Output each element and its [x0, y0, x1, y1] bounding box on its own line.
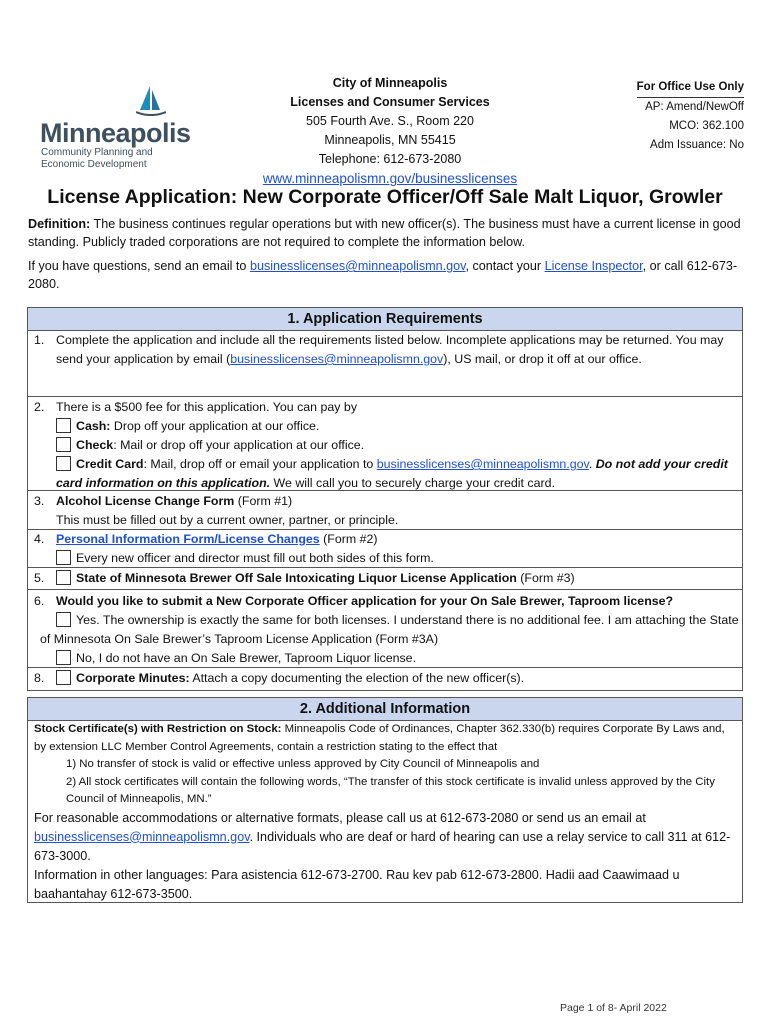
address-line-2: Minneapolis, MN 55415 — [324, 133, 456, 147]
cash-label: Cash: — [76, 419, 111, 433]
item-number: 6. — [34, 594, 45, 608]
check-label: Check — [76, 438, 114, 452]
item-number: 3. — [34, 494, 45, 508]
website-link[interactable]: www.minneapolismn.gov/businesslicenses — [262, 171, 518, 186]
item3-text: This must be filled out by a current owner, partner, or principle. — [56, 513, 399, 527]
stock-text: Minneapolis Code of Ordinances, Chapter 362.330(b) requires Corporate By Laws and, by extension LLC Member Control Agreements, contain a restriction stating to the effect that — [34, 723, 725, 753]
definition-text: The business continues regular operations but with new officer(s). The business must have a current license in good standing. Publicly traded corporations are not required to complete the information below. — [28, 217, 741, 249]
logo-wordmark: Minneapolis — [40, 118, 191, 148]
item6-yes-text: Yes. The ownership is exactly the same for both licenses. I understand there is no additional fee. I am attaching the State of Minnesota On Sale Brewer’s Taproom License Application (Form #3A) — [40, 613, 739, 646]
item1-email-link[interactable]: businesslicenses@minneapolismn.gov — [230, 352, 444, 366]
org-name: City of Minneapolis — [332, 76, 448, 90]
accessibility-post: . Individuals who are deaf or hard of hearing can use a relay service to call 311 at 612-673-3000. — [34, 829, 731, 863]
office-use-mco: MCO: 362.100 — [669, 120, 744, 132]
personal-information-form-link[interactable]: Personal Information Form/License Changes — [56, 532, 320, 546]
item3-form: (Form #1) — [234, 494, 293, 508]
item3-label: Alcohol License Change Form — [56, 494, 235, 508]
office-use-adm: Adm Issuance: No — [650, 139, 744, 151]
accessibility-email-link[interactable]: businesslicenses@minneapolismn.gov — [34, 829, 250, 844]
item8-checkbox[interactable] — [56, 670, 71, 685]
dept-name: Licenses and Consumer Services — [290, 95, 490, 109]
logo-sub-line-2: Economic Development — [41, 159, 147, 170]
cash-checkbox[interactable] — [56, 418, 71, 433]
definition-label: Definition: — [28, 217, 91, 231]
item4-checkbox[interactable] — [56, 550, 71, 565]
definition-paragraph — [28, 215, 743, 251]
section-additional-information — [27, 697, 743, 903]
languages-text: Information in other languages: Para asistencia 612-673-2700. Rau kev pab 612-673-2800. Hadii aad Caawimaad u baahantahay 612-673-3500. — [34, 867, 680, 901]
item8-text: Attach a copy documenting the election of the new officer(s). — [189, 671, 525, 685]
office-use-ap: AP: Amend/NewOff — [645, 101, 744, 113]
item5-checkbox[interactable] — [56, 570, 71, 585]
sailboat-logo-icon — [136, 84, 166, 118]
section-1-heading: 1. Application Requirements — [28, 308, 742, 331]
item-number: 5. — [34, 571, 45, 585]
address-line-1: 505 Fourth Ave. S., Room 220 — [306, 114, 474, 128]
credit-card-label: Credit Card — [76, 457, 144, 471]
item6-no-text: No, I do not have an On Sale Brewer, Taproom Liquor license. — [76, 651, 417, 665]
credit-card-email-link[interactable]: businesslicenses@minneapolismn.gov — [376, 457, 589, 471]
item2-intro: There is a $500 fee for this application. You can pay by — [56, 400, 358, 414]
credit-card-after: We will call you to securely charge your credit card. — [270, 476, 555, 490]
accessibility-pre: For reasonable accommodations or alternative formats, please call us at 612-673-2080 or send us an email at — [34, 810, 646, 825]
item-number: 1. — [34, 333, 45, 347]
requirement-item-4 — [28, 529, 742, 567]
credit-card-checkbox[interactable] — [56, 456, 71, 471]
stock-point-1: 1) No transfer of stock is valid or effective unless approved by City Council of Minneapolis and — [66, 758, 540, 770]
office-address-block — [240, 74, 540, 189]
item6-question: Would you like to submit a New Corporate Officer application for your On Sale Brewer, Taproom license? — [56, 594, 674, 608]
item8-label: Corporate Minutes: — [76, 671, 190, 685]
section-2-body — [28, 721, 742, 904]
requirement-item-6 — [28, 589, 742, 669]
stock-label: Stock Certificate(s) with Restriction on Stock: — [34, 723, 282, 735]
minneapolis-logo — [38, 84, 191, 174]
requirement-item-8 — [28, 667, 742, 691]
item1-text-a: Complete the application and include all the requirements listed below. Incomplete applications may be returned. You may send your application by email ( — [56, 333, 724, 366]
item1-text-b: ), US mail, or drop it off at our office. — [443, 352, 642, 366]
item5-form: (Form #3) — [516, 571, 575, 585]
item4-form: (Form #2) — [319, 532, 378, 546]
office-use-block — [600, 78, 744, 155]
item-number: 2. — [34, 400, 45, 414]
item-number: 4. — [34, 532, 45, 546]
contact-email-link[interactable]: businesslicenses@minneapolismn.gov — [249, 259, 466, 273]
credit-card-text: : Mail, drop off or email your application to — [143, 457, 377, 471]
credit-card-warning: Do not add your credit card information on this application. — [56, 457, 728, 490]
license-inspector-link[interactable]: License Inspector — [544, 259, 643, 273]
contact-mid: , contact your — [465, 259, 545, 273]
requirement-item-1 — [28, 331, 742, 396]
cash-text: Drop off your application at our office. — [110, 419, 320, 433]
item6-yes-checkbox[interactable] — [56, 612, 71, 627]
contact-paragraph — [28, 257, 743, 293]
stock-point-2: 2) All stock certificates will contain the following words, “The transfer of this stock certificate is invalid unless approved by the City Council of Minneapolis, MN.” — [66, 775, 715, 805]
section-2-heading: 2. Additional Information — [28, 698, 742, 721]
contact-post: , or call 612-673-2080. — [28, 259, 738, 291]
item6-no-checkbox[interactable] — [56, 650, 71, 665]
logo-sub-line-1: Community Planning and — [41, 147, 153, 158]
check-text: : Mail or drop off your application at our office. — [113, 438, 365, 452]
logo-subtitle — [41, 147, 153, 171]
page-footer: Page 1 of 8- April 2022 — [560, 1002, 667, 1014]
page-title: License Application: New Corporate Officer/Off Sale Malt Liquor, Growler — [47, 186, 723, 208]
office-use-title: For Office Use Only — [637, 78, 744, 98]
item4-text: Every new officer and director must fill out both sides of this form. — [76, 551, 434, 565]
section-application-requirements — [27, 307, 743, 691]
item-number: 8. — [34, 671, 45, 685]
item5-label: State of Minnesota Brewer Off Sale Intoxicating Liquor License Application — [76, 571, 517, 585]
requirement-item-3 — [28, 490, 742, 530]
contact-pre: If you have questions, send an email to — [28, 259, 250, 273]
requirement-item-2 — [28, 396, 742, 492]
requirement-item-5 — [28, 567, 742, 589]
phone: Telephone: 612-673-2080 — [318, 152, 462, 166]
check-checkbox[interactable] — [56, 437, 71, 452]
credit-card-dot: . — [588, 457, 596, 471]
